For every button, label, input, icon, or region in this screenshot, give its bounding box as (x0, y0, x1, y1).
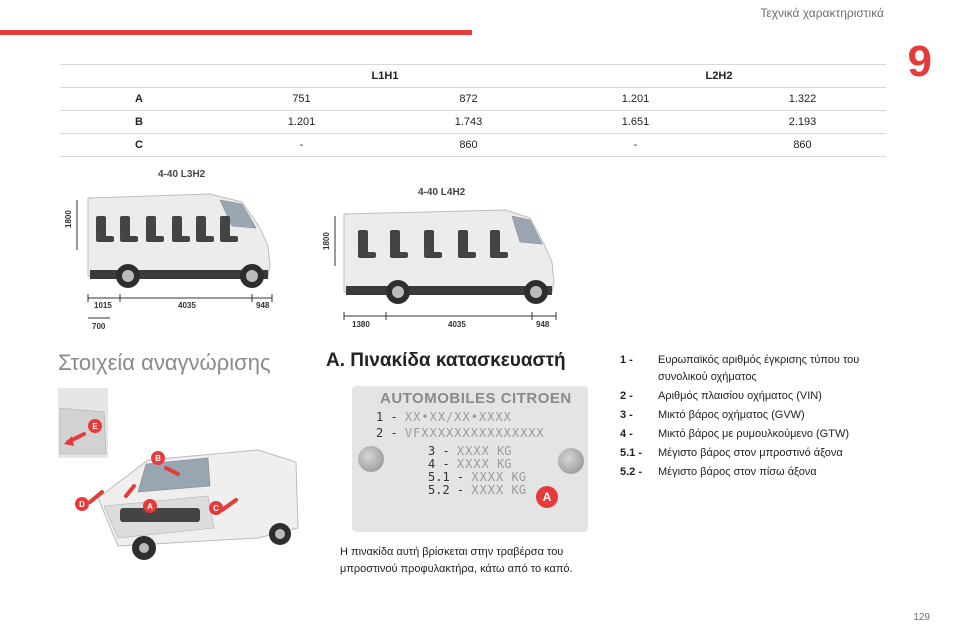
chapter-title: Τεχνικά χαρακτηριστικά (760, 6, 884, 20)
legend-key: 5.1 - (620, 447, 643, 459)
height-dimension: 1800 (322, 232, 331, 250)
plate-line-code: XXXX (456, 444, 490, 458)
plate-line-number: 4 - (428, 457, 450, 471)
plate-caption: Η πινακίδα αυτή βρίσκεται στην τραβέρσα του μπροστινού προφυλακτήρα, κάτω από το καπό. (340, 546, 573, 575)
legend-item (620, 352, 880, 386)
legend-text: Αριθμός πλαισίου οχήματος (VIN) (658, 390, 822, 402)
legend-item (620, 407, 880, 424)
dimensions-table (60, 64, 886, 157)
table-header-row (60, 65, 886, 88)
plate-bolt-icon (558, 448, 584, 474)
plate-line-number: 5.2 - (428, 483, 465, 497)
van-seating-figure-l4h2 (318, 184, 568, 334)
legend-key: 3 - (620, 409, 633, 421)
plate-legend (620, 352, 880, 483)
marker-label: D (79, 500, 85, 509)
plate-line-code: XXXX (456, 457, 490, 471)
identification-heading: Στοιχεία αναγνώρισης (58, 350, 271, 375)
legend-item (620, 464, 880, 481)
row-label: B (60, 111, 218, 134)
figure-label: 4-40 L4H2 (418, 187, 466, 198)
van-seating-figure-l3h2 (60, 166, 290, 332)
row-label: C (60, 134, 218, 157)
plate-bolt-icon (358, 446, 384, 472)
legend-item (620, 426, 880, 443)
marker-label: B (155, 454, 161, 463)
height-dimension: 1800 (64, 210, 73, 228)
figure-label: 4-40 L3H2 (158, 169, 206, 180)
plate-line-unit: KG (497, 457, 512, 471)
table-cell: 1.743 (385, 111, 552, 134)
plate-line-unit: KG (511, 483, 526, 497)
plate-line-code: XXXX (471, 483, 505, 497)
plate-line-code: VFXXXXXXXXXXXXXXX (404, 426, 545, 440)
table-cell: - (552, 134, 719, 157)
legend-text: Μέγιστο βάρος στον πίσω άξονα (658, 466, 817, 478)
plate-line (428, 457, 512, 471)
plate-line (428, 483, 526, 497)
marker-label: A (147, 502, 153, 511)
plate-line-number: 5.1 - (428, 470, 465, 484)
table-header-cell: L2H2 (552, 65, 886, 88)
table-cell: 1.322 (719, 88, 886, 111)
dimension-label: 1015 (94, 301, 112, 310)
legend-text: Ευρωπαϊκός αριθμός έγκρισης τύπου του συνολικού οχήματος (658, 354, 860, 383)
legend-text: Μικτό βάρος με ρυμουλκούμενο (GTW) (658, 428, 849, 440)
table-cell: 751 (218, 88, 385, 111)
table-cell: - (218, 134, 385, 157)
table-cell: 1.201 (218, 111, 385, 134)
table-cell: 872 (385, 88, 552, 111)
header-accent-bar (0, 30, 472, 35)
plate-line-number: 2 - (376, 426, 398, 440)
plate-marker-badge: A (536, 486, 558, 508)
legend-item (620, 388, 880, 405)
plate-line-number: 3 - (428, 444, 450, 458)
table-row (60, 88, 886, 111)
dimension-label: 4035 (448, 320, 466, 329)
dimension-label: 4035 (178, 301, 196, 310)
legend-item (620, 445, 880, 462)
marker-label: E (92, 422, 98, 431)
plate-line (428, 444, 512, 458)
plate-line-unit: KG (497, 444, 512, 458)
table-header-cell: L1H1 (218, 65, 552, 88)
table-cell: 860 (385, 134, 552, 157)
legend-text: Μέγιστο βάρος στον μπροστινό άξονα (658, 447, 843, 459)
table-cell: 860 (719, 134, 886, 157)
plate-line (428, 470, 526, 484)
identification-illustration (58, 388, 308, 568)
page-number: 129 (913, 612, 930, 623)
table-cell: 2.193 (719, 111, 886, 134)
dimension-label: 700 (92, 322, 106, 331)
legend-text: Μικτό βάρος οχήματος (GVW) (658, 409, 805, 421)
plate-line-unit: KG (511, 470, 526, 484)
plate-line (376, 410, 512, 424)
legend-key: 1 - (620, 354, 633, 366)
plate-brand: AUTOMOBILES CITROEN (380, 390, 572, 407)
manufacturer-plate (352, 386, 588, 532)
plate-line-code: XX•XX/XX•XXXX (404, 410, 512, 424)
marker-label: C (213, 504, 219, 513)
legend-key: 5.2 - (620, 466, 643, 478)
plate-line (376, 426, 545, 440)
row-label: A (60, 88, 218, 111)
dimension-label: 948 (256, 301, 270, 310)
plate-line-code: XXXX (471, 470, 505, 484)
table-row (60, 111, 886, 134)
dimension-label: 1380 (352, 320, 370, 329)
legend-key: 2 - (620, 390, 633, 402)
table-cell: 1.651 (552, 111, 719, 134)
plate-line-number: 1 - (376, 410, 398, 424)
chapter-number: 9 (907, 37, 932, 86)
legend-key: 4 - (620, 428, 633, 440)
dimension-label: 948 (536, 320, 550, 329)
plate-heading: A. Πινακίδα κατασκευαστή (326, 350, 566, 371)
table-cell: 1.201 (552, 88, 719, 111)
table-row (60, 134, 886, 157)
table-header-empty (60, 65, 218, 88)
